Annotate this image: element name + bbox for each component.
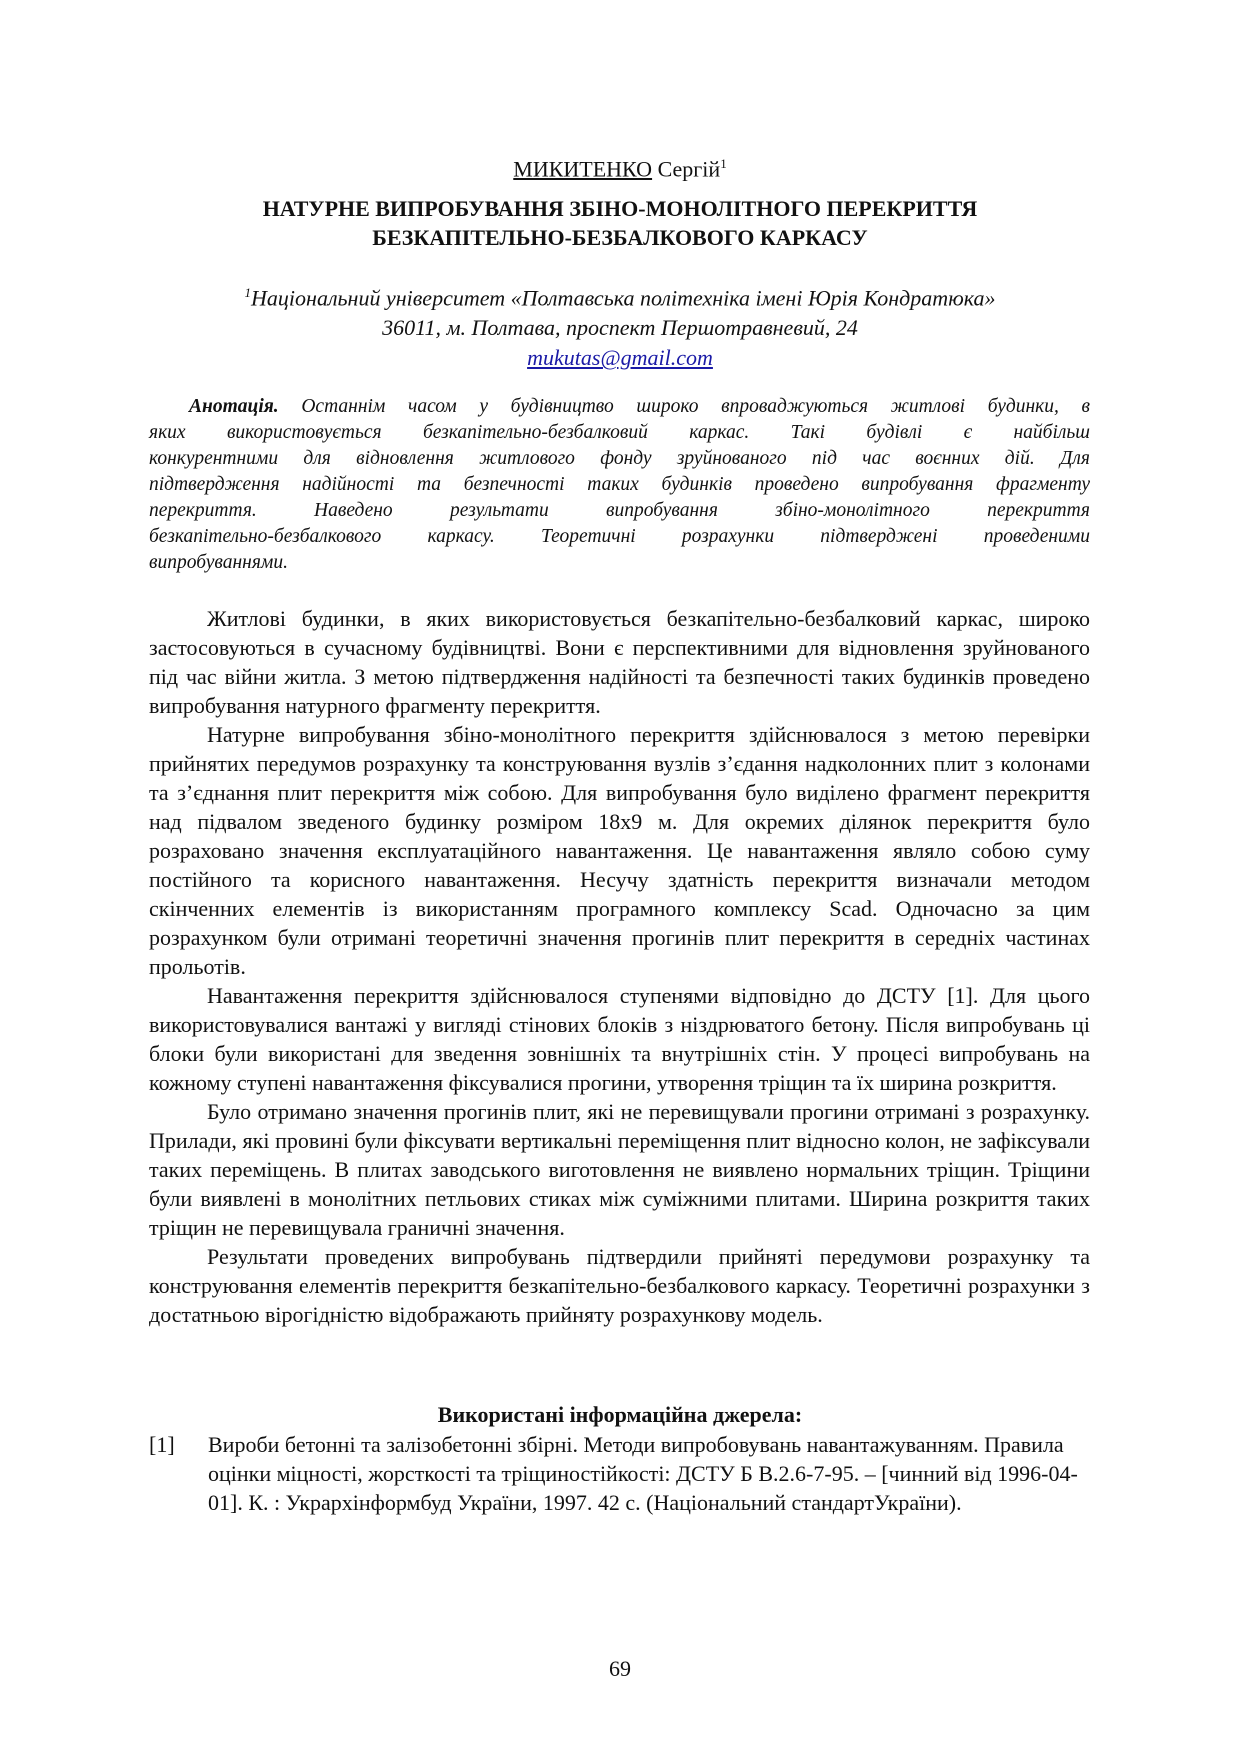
abstract-line: перекриття. Наведено результати випробування збіно-монолітного перекриття xyxy=(149,500,1090,521)
affiliation-address: 36011, м. Полтава, проспект Першотравневий, 24 xyxy=(382,315,858,341)
reference-number: [1] xyxy=(149,1432,175,1457)
title-line-2: БЕЗКАПІТЕЛЬНО-БЕЗБАЛКОВОГО КАРКАСУ xyxy=(372,225,868,250)
affiliation-institution: Національний університет «Полтавська політехніка імені Юрія Кондратюка» xyxy=(251,285,996,311)
author-affil-mark: 1 xyxy=(720,156,727,171)
reference-text: Вироби бетонні та залізобетонні збірні. Методи випробовувань навантажуванням. Правила оцінки міцності, жорсткості та тріщиностійкості: ДСТУ Б В.2.6-7-95. – [чинний від 1996-04-01]. К. : Укрархінформбуд України, 1997. 42 с. (Національний стандартУкраїни). xyxy=(208,1432,1078,1515)
body-paragraph: Житлові будинки, в яких використовується безкапітельно-безбалковий каркас, широко застосовуються в сучасному будівництві. Вони є перспективними для відновлення зруйнованого під час війни житла. З метою підтвердження надійності та безпечності таких будинків проведено випробування натурного фрагменту перекриття. xyxy=(149,606,1090,718)
abstract-line: Анотація. Останнім часом у будівництво широко впроваджуються житлові будинки, в xyxy=(189,396,1090,417)
paper-title xyxy=(150,194,1090,252)
abstract-line: конкурентними для відновлення житлового фонду зруйнованого під час воєнних дій. Для xyxy=(149,448,1090,469)
abstract-line: підтвердження надійності та безпечності таких будинків проведено випробування фрагменту xyxy=(149,474,1090,495)
affiliation-institution-line xyxy=(0,278,1240,313)
author-email-link[interactable]: mukutas@gmail.com xyxy=(527,345,713,371)
abstract xyxy=(149,394,1090,576)
affiliation-block xyxy=(0,278,1240,373)
body-paragraph: Результати проведених випробувань підтвердили прийняті передумови розрахунку та конструювання елементів перекриття безкапітельно-безбалкового каркасу. Теоретичні розрахунки з достатньою вірогідністю відображають прийняту розрахункову модель. xyxy=(149,1244,1090,1327)
body-paragraph: Натурне випробування збіно-монолітного перекриття здійснювалося з метою перевірки прийнятих передумов розрахунку та конструювання вузлів з’єдання надколонних плит з колонами та з’єднання плит перекриття між собою. Для випробування було виділено фрагмент перекриття над підвалом зведеного будинку розміром 18х9 м. Для окремих ділянок перекриття було розраховано значення експлуатаційного навантаження. Це навантаження являло собою суму постійного та корисного навантаження. Несучу здатність перекриття визначали методом скінченних елементів із використанням програмного комплексу Scad. Одночасно за цим розрахунком були отримані теоретичні значення прогинів плит перекриття в середніх частинах прольотів. xyxy=(149,722,1090,979)
abstract-label: Анотація. xyxy=(189,396,279,417)
affiliation-mark: 1 xyxy=(244,285,252,300)
author-line xyxy=(0,150,1240,183)
body-paragraph: Навантаження перекриття здійснювалося ступенями відповідно до ДСТУ [1]. Для цього використовувалися вантажі у вигляді стінових блоків з ніздрюватого бетону. Після випробувань ці блоки були використані для зведення зовнішніх та внутрішніх стін. У процесі випробувань на кожному ступені навантаження фіксувалися прогини, утворення тріщин та їх ширина розкриття. xyxy=(149,983,1090,1095)
author-name: Сергій xyxy=(657,156,721,182)
abstract-line: випробуваннями. xyxy=(149,552,288,573)
abstract-line: безкапітельно-безбалкового каркасу. Теоретичні розрахунки підтверджені проведеними xyxy=(149,526,1090,547)
reference-item xyxy=(149,1430,1090,1517)
body-paragraph: Було отримано значення прогинів плит, які не перевищували прогини отримані з розрахунку. Прилади, які провині були фіксувати вертикальні переміщення плит відносно колон, не зафіксували таких переміщень. В плитах заводського виготовлення не виявлено нормальних тріщин. Тріщини були виявлені в монолітних петльових стиках між суміжними плитами. Ширина розкриття таких тріщин не перевищувала граничні значення. xyxy=(149,1099,1090,1240)
page-number: 69 xyxy=(609,1656,631,1681)
title-line-1: НАТУРНЕ ВИПРОБУВАННЯ ЗБІНО-МОНОЛІТНОГО ПЕРЕКРИТТЯ xyxy=(262,196,978,221)
abstract-line: яких використовується безкапітельно-безбалковий каркас. Такі будівлі є найбільш xyxy=(149,422,1090,443)
references-heading: Використані інформаційна джерела: xyxy=(437,1402,803,1427)
author-surname: МИКИТЕНКО xyxy=(513,156,653,182)
body-text xyxy=(149,604,1090,1329)
